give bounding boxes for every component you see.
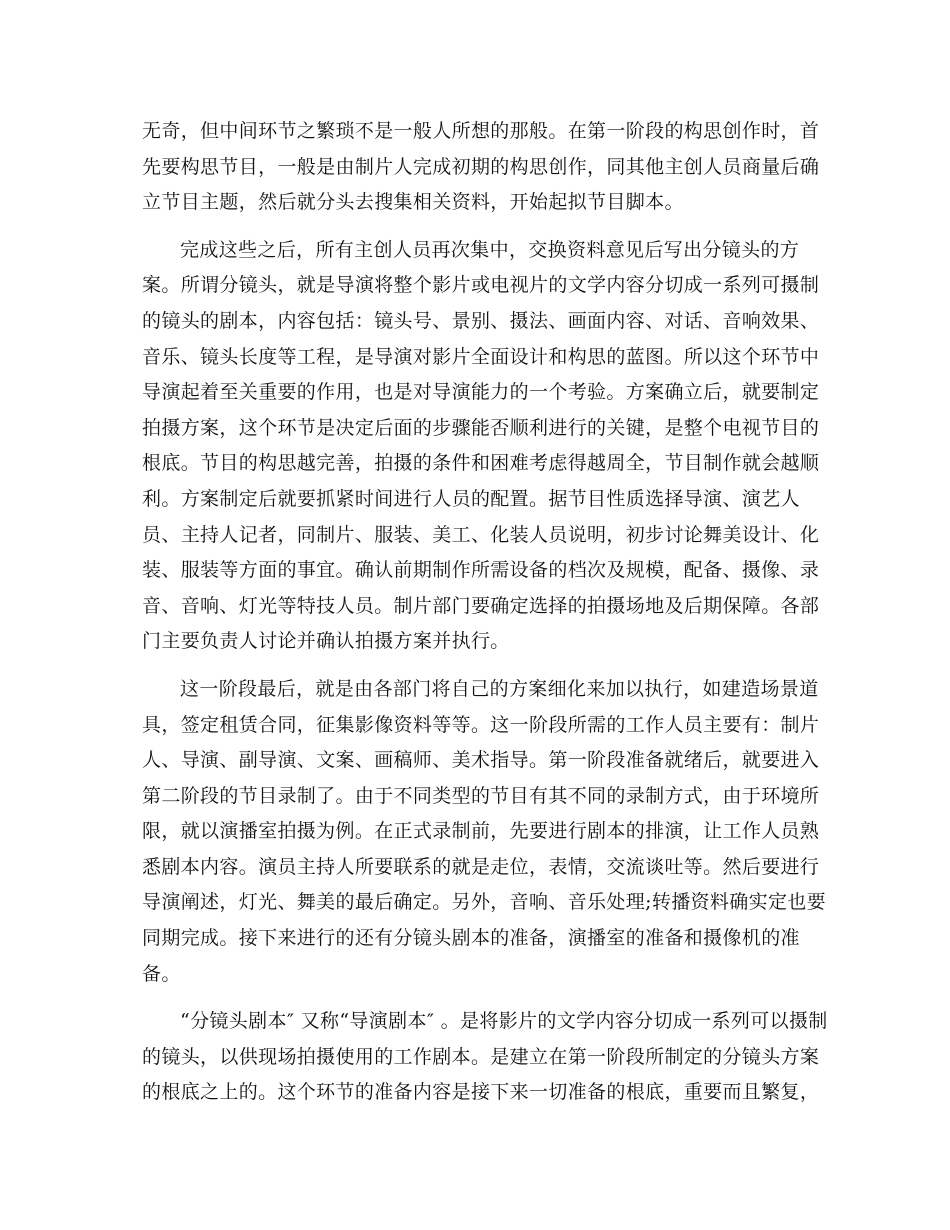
text-line: 根底。节目的构思越完善，拍摄的条件和困难考虑得越周全，节目制作就会越顺	[142, 452, 820, 475]
document-body	[142, 114, 828, 1111]
text-line: 音乐、镜头长度等工程，是导演对影片全面设计和构思的蓝图。所以这个环节中	[142, 345, 820, 368]
text-line: 员、主持人记者，同制片、服装、美工、化装人员说明，初步讨论舞美设计、化	[142, 523, 820, 546]
paragraph-1	[142, 114, 820, 221]
text-line: 音、音响、灯光等特技人员。制片部门要确定选择的拍摄场地及后期保障。各部	[142, 594, 820, 617]
text-line: 限，就以演播室拍摄为例。在正式录制前，先要进行剧本的排演，让工作人员熟	[142, 820, 820, 843]
text-line: 拍摄方案，这个环节是决定后面的步骤能否顺利进行的关键，是整个电视节目的	[142, 416, 820, 439]
text-line: 立节目主题，然后就分头去搜集相关资料，开始起拟节目脚本。	[142, 191, 684, 214]
text-line: 案。所谓分镜头，就是导演将整个影片或电视片的文学内容分切成一系列可摄制	[142, 274, 820, 297]
text-line: 的镜头，以供现场拍摄使用的工作剧本。是建立在第一阶段所制定的分镜头方案	[142, 1045, 820, 1068]
paragraph-4	[142, 1004, 828, 1111]
text-line: 备。	[142, 962, 181, 985]
text-line: 的镜头的剧本，内容包括：镜头号、景别、摄法、画面内容、对话、音响效果、	[142, 309, 820, 332]
text-line: 装、服装等方面的事宜。确认前期制作所需设备的档次及规模，配备、摄像、录	[142, 559, 820, 582]
text-line: 完成这些之后，所有主创人员再次集中，交换资料意见后写出分镜头的方	[180, 238, 800, 261]
text-line: 悉剧本内容。演员主持人所要联系的就是走位，表情，交流谈吐等。然后要进行	[142, 855, 820, 878]
text-line: 导演起着至关重要的作用，也是对导演能力的一个考验。方案确立后，就要制定	[142, 381, 820, 404]
paragraph-2	[142, 233, 820, 660]
text-line: 先要构思节目，一般是由制片人完成初期的构思创作，同其他主创人员商量后确	[142, 155, 820, 178]
text-line: 无奇，但中间环节之繁琐不是一般人所想的那般。在第一阶段的构思创作时，首	[142, 120, 820, 142]
text-line: 具，签定租赁合同，征集影像资料等等。这一阶段所需的工作人员主要有：制片	[142, 713, 820, 736]
text-line: 利。方案制定后就要抓紧时间进行人员的配置。据节目性质选择导演、演艺人	[142, 487, 800, 510]
text-line: 这一阶段最后，就是由各部门将自己的方案细化来加以执行，如建造场景道	[180, 677, 819, 700]
paragraph-spacer	[142, 992, 812, 1004]
text-line: 同期完成。接下来进行的还有分镜头剧本的准备，演播室的准备和摄像机的准	[142, 927, 800, 950]
text-line: 的根底之上的。这个环节的准备内容是接下来一切准备的根底，重要而且繁复，	[142, 1081, 820, 1104]
text-line: 人、导演、副导演、文案、画稿师、美术指导。第一阶段准备就绪后，就要进入	[142, 749, 820, 772]
paragraph-3	[142, 672, 827, 992]
paragraph-spacer	[142, 660, 812, 672]
text-line: “分镜头剧本″ 又称“导演剧本″ 。是将影片的文学内容分切成一系列可以摄制	[180, 1010, 828, 1033]
text-line: 第二阶段的节目录制了。由于不同类型的节目有其不同的录制方式，由于环境所	[142, 784, 820, 807]
text-line: 门主要负责人讨论并确认拍摄方案并执行。	[142, 630, 510, 653]
paragraph-spacer	[142, 221, 812, 233]
text-line: 导演阐述，灯光、舞美的最后确定。另外，音响、音乐处理;转播资料确实定也要	[142, 891, 827, 914]
